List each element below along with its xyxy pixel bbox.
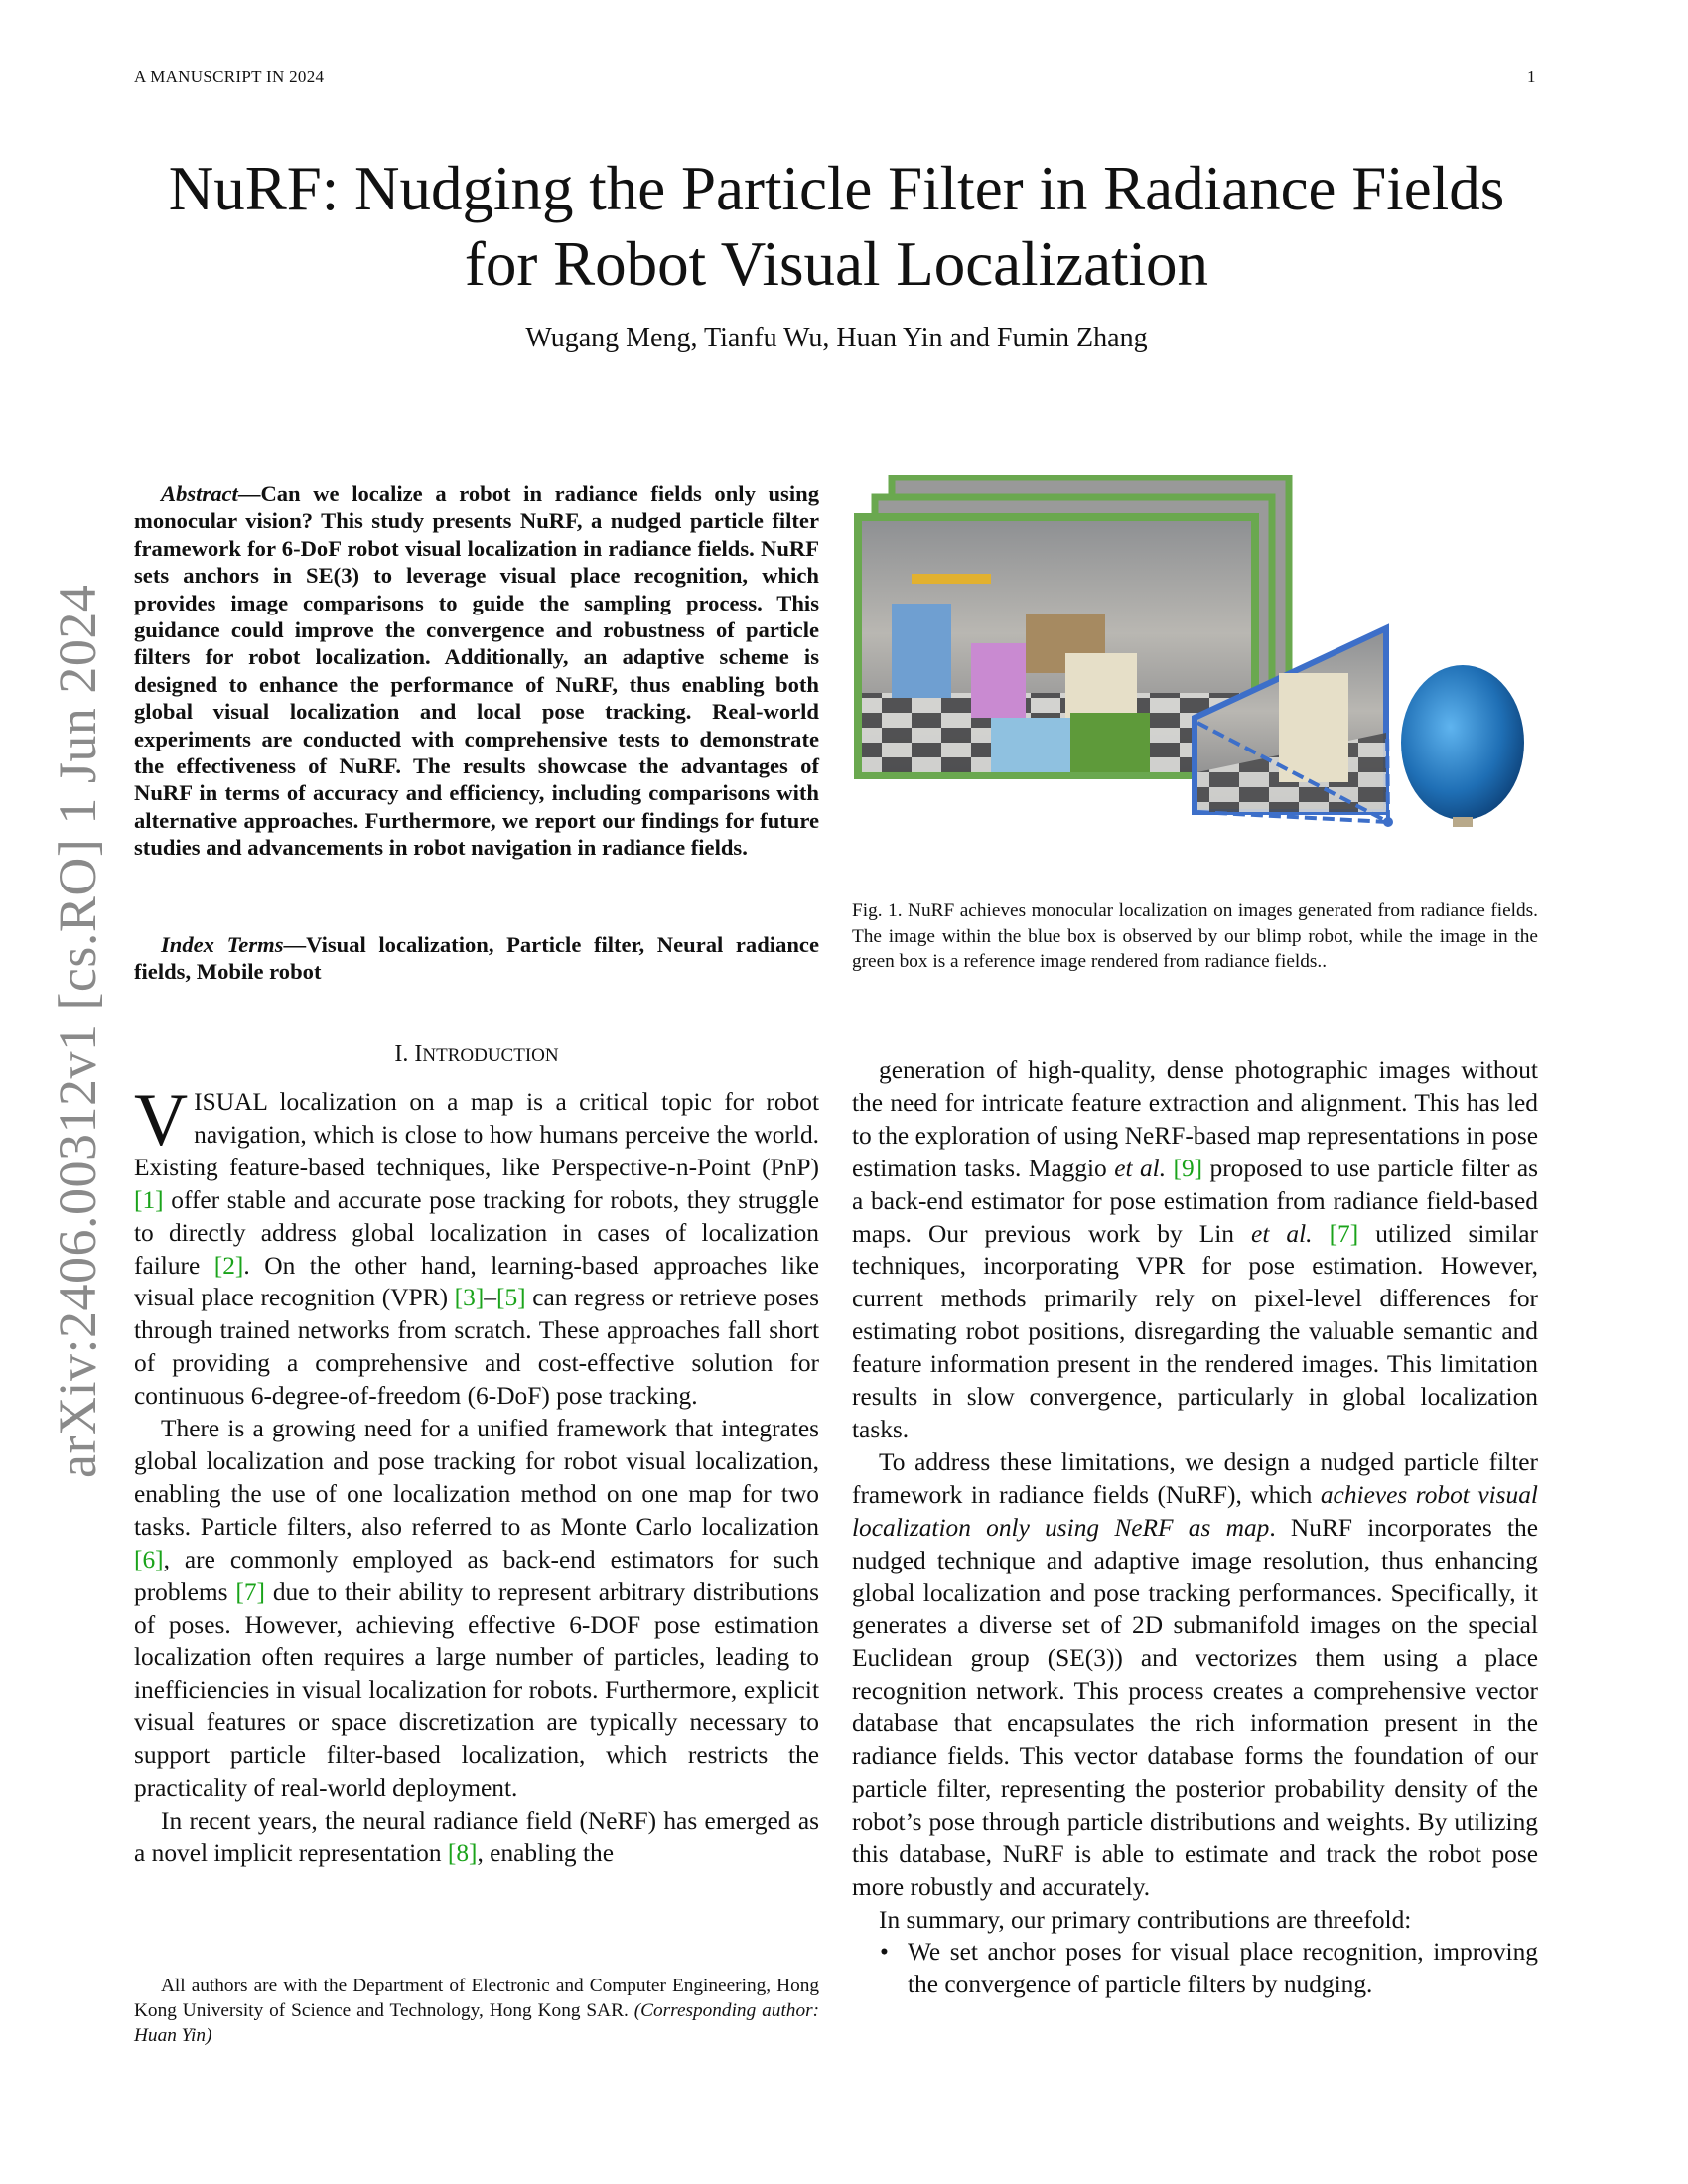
body-text	[1313, 1220, 1330, 1248]
abstract	[134, 480, 819, 862]
paragraph	[134, 1079, 819, 1413]
citation-link[interactable]: [9]	[1173, 1154, 1203, 1182]
figure-1	[852, 475, 1547, 847]
body-text: utilized similar techniques, incorporating VPR for pose estimation. However, current methods primarily rely on pixel-level differences for estimating robot positions, disregarding the valuable semantic and feature information present in the rendered images. This limitation results in slow convergence, particularly in global localization tasks.	[852, 1219, 1538, 1443]
contribution-item: • We set anchor poses for visual place recognition, improving the convergence of particle filters by nudging.	[908, 1936, 1538, 2001]
right-column-body	[852, 1054, 1538, 2001]
body-text: There is a growing need for a unified framework that integrates global localization and pose tracking for robot visual localization, enabling the use of one localization method on one map for two tasks. Particle filters, also referred to as Monte Carlo localization	[134, 1415, 819, 1541]
body-text: , are commonly employed as back-end estimators for such problems	[134, 1545, 819, 1606]
section-heading-introduction	[134, 1041, 819, 1068]
body-text: can regress or retrieve poses through trained networks from scratch. These approaches fall short of providing a comprehensive and cost-effective solution for continuous 6-degree-of-freedom (6-DoF) pose tracking.	[134, 1284, 819, 1411]
body-text: proposed to use particle filter as a back-end estimator for pose estimation from radiance field-based maps. Our previous work by Lin	[852, 1154, 1538, 1248]
blimp-robot	[1401, 665, 1524, 827]
paragraph	[852, 1054, 1538, 1446]
author-list: Wugang Meng, Tianfu Wu, Huan Yin and Fumin Zhang	[525, 323, 1148, 353]
figure-illustration	[852, 475, 1547, 847]
citation-link[interactable]: [8]	[447, 1839, 478, 1867]
body-text: –	[484, 1284, 496, 1312]
section-title-rest: NTRODUCTION	[422, 1045, 559, 1066]
page-number: 1	[1527, 68, 1536, 86]
abstract-label: Abstract	[161, 481, 238, 506]
footnote-corresponding-author: (Corresponding author: Huan Yin)	[134, 2000, 820, 2046]
citation-link[interactable]: [5]	[495, 1284, 526, 1312]
abstract-text: —Can we localize a robot in radiance fields only using monocular vision? This study presents NuRF, a nudged particle filter framework for 6-DoF robot visual localization in radiance fields. NuRF sets anchors in SE(3) to leverage visual place recognition, which provides image comparisons to guide the sampling process. This guidance could improve the convergence and robustness of particle filters for robot localization. Additionally, an adaptive scheme is designed to enhance the performance of NuRF, thus enabling both global visual localization and local pose tracking. Real-world experiments are conducted with comprehensive tests to demonstrate the effectiveness of NuRF. The results showcase the advantages of NuRF in terms of accuracy and efficiency, including comparisons with alternative approaches. Furthermore, we report our findings for future studies and advancements in robot navigation in radiance fields.	[134, 481, 819, 861]
body-text: To address these limitations, we design a nudged particle filter framework in radiance fields (NuRF), which	[852, 1447, 1538, 1509]
paragraph	[134, 1805, 819, 1870]
body-text: In recent years, the neural radiance field (NeRF) has emerged as a novel implicit representation	[134, 1806, 819, 1867]
paragraph	[134, 1413, 819, 1805]
citation-link[interactable]: [6]	[134, 1545, 164, 1573]
body-text: offer stable and accurate pose tracking for robots, they struggle to directly address global localization in cases of localization failure	[134, 1185, 819, 1280]
index-terms-text: —Visual localization, Particle filter, Neural radiance fields, Mobile robot	[134, 932, 819, 985]
index-terms	[134, 931, 819, 986]
footnote	[134, 1974, 819, 2048]
paragraph	[852, 1446, 1538, 1904]
paper-title: NuRF: Nudging the Particle Filter in Radiance Fields for Robot Visual Localization	[168, 154, 1505, 299]
body-text: generation of high-quality, dense photographic images without the need for intricate feature extraction and alignment. This has led to the exploration of using NeRF-based map representations in pose estimation tasks. Maggio	[852, 1056, 1538, 1182]
body-text: , enabling the	[477, 1839, 614, 1867]
emphasis-text: achieves robot visual localization only using NeRF as map	[852, 1480, 1538, 1542]
running-header: A MANUSCRIPT IN 2024	[134, 68, 325, 86]
drop-cap: V	[134, 1079, 189, 1161]
left-column-body	[134, 1079, 819, 1870]
footnote-affiliation: All authors are with the Department of Electronic and Computer Engineering, Hong Kong University of Science and Technology, Hong Kong SAR.	[134, 1976, 819, 2021]
citation-link[interactable]: [3]	[454, 1284, 485, 1312]
body-text: due to their ability to represent arbitrary distributions of poses. However, achieving effective 6-DOF pose estimation localization often requires a large number of particles, leading to inefficiencies in visual localization for robots. Furthermore, explicit visual features or space discretization are typically necessary to support particle filter-based localization, which restricts the practicality of real-world deployment.	[134, 1577, 819, 1803]
body-text: . On the other hand, learning-based approaches like visual place recognition (VPR)	[134, 1251, 819, 1312]
body-text: ISUAL localization on a map is a critical topic for robot navigation, which is close to how humans perceive the world. Existing feature-based techniques, like Perspective-n-Point (PnP)	[134, 1088, 819, 1181]
contribution-list	[852, 1936, 1538, 2001]
citation-link[interactable]: [7]	[235, 1577, 265, 1606]
section-number: I.	[394, 1041, 409, 1067]
index-terms-label: Index Terms	[161, 932, 284, 957]
body-text: . NuRF incorporates the nudged technique and adaptive image resolution, thus enhancing global localization and pose tracking performances. Specifically, it generates a diverse set of 2D submanifold images on the special Euclidean group (SE(3)) and vectorizes them using a place recognition network. This process creates a comprehensive vector database that encapsulates the rich information present in the radiance fields. This vector database forms the foundation of our particle filter, representing the posterior probability density of the robot’s pose through particle distributions and weights. By utilizing this database, NuRF is able to estimate and track the robot pose more robustly and accurately.	[852, 1513, 1538, 1901]
citation-link[interactable]: [1]	[134, 1185, 164, 1214]
section-title-initial: I	[414, 1041, 423, 1067]
citation-link[interactable]: [7]	[1329, 1219, 1359, 1248]
paragraph	[852, 1904, 1538, 1937]
body-text: In summary, our primary contributions are threefold:	[879, 1905, 1412, 1934]
figure-caption: Fig. 1. NuRF achieves monocular localization on images generated from radiance fields. The image within the blue box is observed by our blimp robot, while the image in the green box is a reference image rendered from radiance fields..	[852, 900, 1538, 972]
citation-link[interactable]: [2]	[213, 1251, 244, 1280]
emphasis-text: et al.	[1251, 1219, 1313, 1248]
emphasis-text: et al.	[1114, 1154, 1167, 1182]
arxiv-identifier[interactable]: arXiv:2406.00312v1 [cs.RO] 1 Jun 2024	[48, 584, 107, 1478]
